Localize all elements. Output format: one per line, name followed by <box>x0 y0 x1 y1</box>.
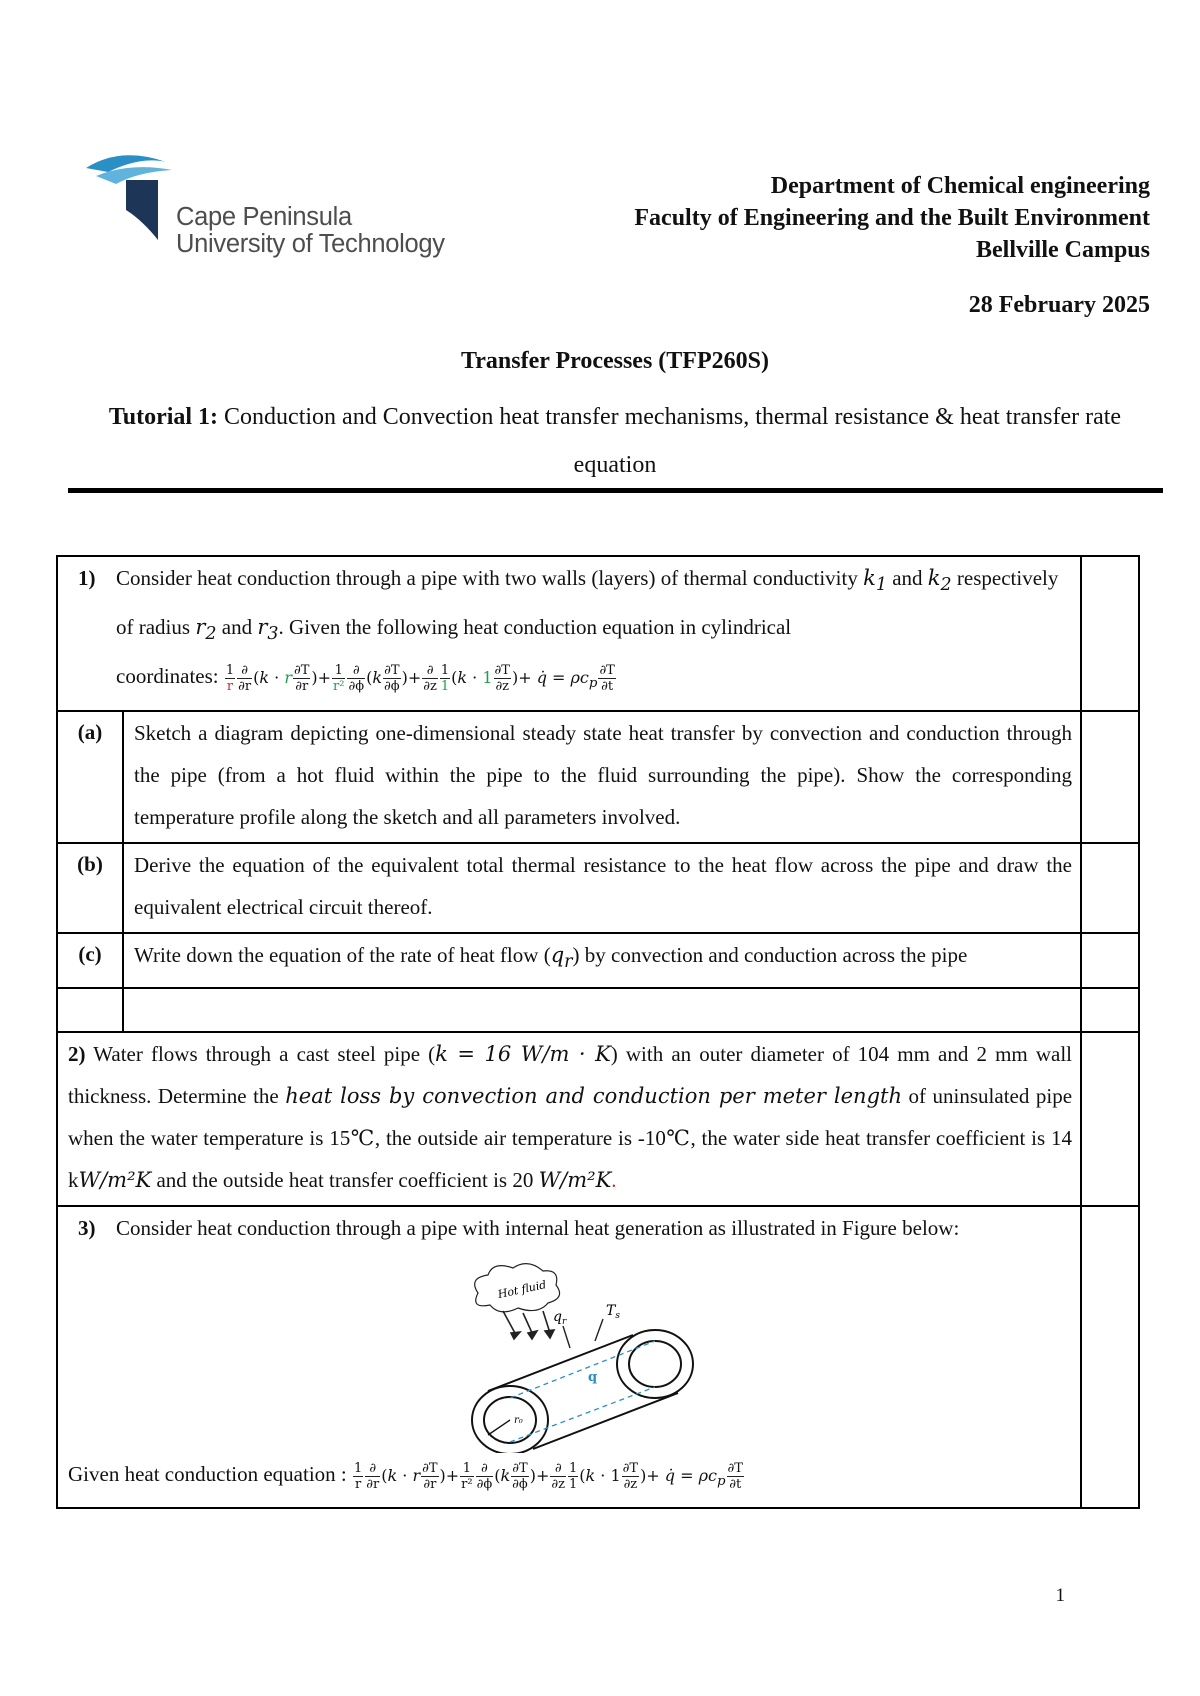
k1-symbol: $k_1$ <box>863 566 887 596</box>
department-header <box>634 170 1150 266</box>
q2-text-3: of uninsulated pipe when the water temperature is 15℃, the outside air temperature is -10℃, the water side heat transfer coefficient is 14 k <box>68 1083 1073 1192</box>
department-name: Department of Chemical engineering <box>770 173 1150 199</box>
question-number: 3) <box>78 1215 96 1240</box>
qr-label-main: q <box>553 1308 562 1325</box>
empty-row <box>57 988 1139 1032</box>
question-1-row <box>57 556 1139 711</box>
q1c-text-b: by convection and conduction across the pipe <box>584 942 968 967</box>
given-equation-line <box>68 1453 1072 1503</box>
q1-text-b: and <box>892 566 923 590</box>
tutorial-label: Tutorial 1: <box>108 404 219 430</box>
qr-label <box>553 1309 567 1327</box>
marks-cell <box>1081 843 1139 933</box>
q1c-text-a: Write down the equation of the rate of heat flow <box>134 942 539 967</box>
pipe-body <box>472 1330 693 1453</box>
question-3-cell <box>57 1206 1081 1508</box>
hot-fluid-cloud-icon <box>475 1263 560 1311</box>
sub-question-label: (b) <box>57 843 123 933</box>
q2-text-4: and the outside heat transfer coefficient is 20 <box>156 1167 534 1192</box>
question-1-cell <box>57 556 1081 711</box>
r2-symbol: $r_2$ <box>195 615 217 645</box>
document-date: 28 February 2025 <box>968 292 1150 318</box>
course-title: Transfer Processes (TFP260S) <box>461 348 769 374</box>
empty-cell <box>123 988 1081 1032</box>
page-number: 1 <box>1055 1585 1065 1606</box>
question-1c-row <box>57 933 1139 988</box>
question-1c-text: Write down the equation of the rate of heat flow $(q_r)$ by convection and conduction across the pipe <box>123 933 1081 988</box>
sub-question-label: (c) <box>57 933 123 988</box>
questions-table <box>56 555 1140 1509</box>
logo-name-line2: University of Technology <box>176 230 445 258</box>
logo-name <box>176 204 445 258</box>
question-1a-text: Sketch a diagram depicting one-dimensional steady state heat transfer by convection and conduction through the pipe (from a hot fluid within the pipe to the fluid surrounding the pipe). Show the corresponding temperature profile along the sketch and all parameters involved. <box>123 711 1081 843</box>
question-3-stem <box>68 1207 1072 1249</box>
radius-label: r₀ <box>514 1414 523 1426</box>
ts-label-main: T <box>606 1302 616 1319</box>
q2-unit-1: W/m²K <box>78 1167 152 1192</box>
heat-generation-label: q <box>588 1369 598 1385</box>
q2-emphasis: heat loss by convection and conduction per meter length <box>285 1083 902 1108</box>
q2-text-5: . <box>611 1167 617 1192</box>
sub-question-label: (a) <box>57 711 123 843</box>
pipe-figure <box>448 1253 708 1453</box>
question-1b-text: Derive the equation of the equivalent total thermal resistance to the heat flow across the pipe and draw the equivalent electrical circuit thereof. <box>123 843 1081 933</box>
q1-text-e: . Given the following heat conduction equation in cylindrical <box>278 615 792 640</box>
q3-text: Consider heat conduction through a pipe with internal heat generation as illustrated in Figure below: <box>116 1215 960 1240</box>
marks-cell <box>1081 1032 1139 1206</box>
q2-unit-2: W/m²K <box>538 1167 612 1192</box>
logo-wave-icon <box>86 150 186 245</box>
coordinates-label: coordinates: <box>116 664 219 689</box>
q2-k-value: k = 16 W/m · K <box>435 1041 611 1066</box>
marks-cell <box>1081 933 1139 988</box>
conduction-equation: $\frac{1}{r}$ $\frac{\partial}{\partial r}$ (k · r $\frac{\partial T}{\partial r}$ )+ $\frac{1}{\text{r²}}$ $\frac{\partial}{\partial\phi}$ (k $\frac{\partial T}{\partial\phi}$ )+ $\frac{\partial}{\partial z}$ $\frac{1}{1}$ (k · 1 $\frac{\partial T}{\partial z}$ )+ q̇ = $\rho c_p$ $\frac{\partial T}{\partial t}$ <box>354 1460 743 1492</box>
ts-pointer <box>595 1319 603 1341</box>
question-2-row <box>57 1032 1139 1206</box>
cloud-label: Hot fluid <box>496 1277 548 1301</box>
ts-label-sub: s <box>615 1310 620 1321</box>
university-logo <box>86 150 446 265</box>
qr-pointer <box>563 1326 570 1348</box>
heat-arrows-icon <box>503 1311 554 1339</box>
q1-text-c: respectively of radius <box>116 566 1059 640</box>
qr-symbol: $q_r$ <box>550 942 573 972</box>
k2-symbol: $k_2$ <box>927 566 952 596</box>
logo-name-line1: Cape Peninsula <box>176 203 352 231</box>
empty-cell <box>57 988 123 1032</box>
marks-cell <box>1081 556 1139 711</box>
given-equation-label: Given heat conduction equation : <box>68 1461 347 1486</box>
question-3-row <box>57 1206 1139 1508</box>
question-number: 1) <box>78 566 96 590</box>
marks-cell <box>1081 1206 1139 1508</box>
question-2-text <box>57 1032 1081 1206</box>
q2-text-2: ) with an outer diameter of 104 mm and 2 mm wall thickness. Determine the <box>68 1041 1072 1108</box>
question-1a-row <box>57 711 1139 843</box>
q1-text-d: and <box>221 615 253 640</box>
tutorial-title <box>90 393 1140 489</box>
conduction-equation-colored: $\frac{1}{r}$ $\frac{\partial}{\partial r}$ (k · r $\frac{\partial T}{\partial r}$ )+ $\frac{1}{\text{r²}}$ $\frac{\partial}{\partial\phi}$ (k $\frac{\partial T}{\partial\phi}$ )+ $\frac{\partial}{\partial z}$ $\frac{1}{1}$ (k · 1 $\frac{\partial T}{\partial z}$ )+ q̇ = $\rho c_p$ $\frac{\partial T}{\partial t}$ <box>225 663 615 695</box>
faculty-name: Faculty of Engineering and the Built Environment <box>634 205 1150 231</box>
q2-text-1: Water flows through a cast steel pipe ( <box>93 1041 436 1066</box>
qr-label-sub: r <box>561 1316 567 1327</box>
campus-name: Bellville Campus <box>975 237 1150 263</box>
question-1-stem <box>68 557 1072 706</box>
marks-cell <box>1081 988 1139 1032</box>
tutorial-topic: Conduction and Convection heat transfer mechanisms, thermal resistance & heat transfer rate equation <box>224 404 1122 478</box>
marks-cell <box>1081 711 1139 843</box>
r3-symbol: $r_3$ <box>257 615 279 645</box>
q1-text-a: Consider heat conduction through a pipe with two walls (layers) of thermal conductivity <box>116 566 858 590</box>
ts-label <box>606 1303 620 1321</box>
question-number: 2) <box>68 1041 86 1066</box>
question-1b-row <box>57 843 1139 933</box>
header-divider <box>68 488 1163 493</box>
